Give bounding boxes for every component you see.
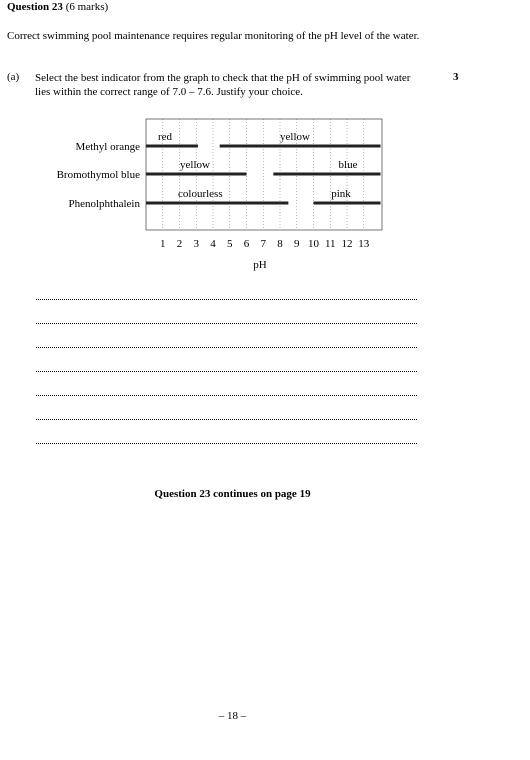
range-label: pink (331, 188, 351, 200)
question-number: Question 23 (7, 1, 63, 13)
x-axis-label: pH (253, 259, 267, 271)
range-label: yellow (280, 131, 310, 143)
question-intro: Correct swimming pool maintenance requires regular monitoring of the pH level of the water. (7, 30, 420, 42)
answer-line[interactable] (36, 371, 417, 372)
tick-label: 7 (260, 238, 266, 250)
range-label: yellow (180, 159, 210, 171)
question-marks: (6 marks) (62, 1, 109, 13)
tick-label: 12 (341, 238, 353, 250)
tick-label: 2 (176, 238, 183, 250)
indicator-name: Bromothymol blue (56, 169, 140, 181)
part-marks: 3 (453, 71, 459, 83)
tick-label: 9 (294, 238, 300, 250)
answer-line[interactable] (36, 395, 417, 396)
range-label: red (158, 131, 173, 143)
indicator-name: Methyl orange (75, 141, 140, 153)
range-label: blue (338, 159, 358, 171)
tick-label: 5 (227, 238, 233, 250)
continues-note: Question 23 continues on page 19 (154, 488, 311, 500)
tick-label: 13 (358, 238, 370, 250)
answer-line[interactable] (36, 443, 417, 444)
tick-label: 10 (308, 238, 319, 250)
tick-label: 4 (210, 238, 216, 250)
question-title (7, 1, 108, 13)
tick-label: 11 (324, 238, 336, 250)
part-text: Select the best indicator from the graph to check that the pH of swimming pool water lies within the correct range of 7.0 – 7.6. Justify your choice. (35, 72, 411, 98)
answer-line[interactable] (36, 299, 417, 300)
tick-label: 1 (160, 238, 166, 250)
answer-line[interactable] (36, 419, 417, 420)
indicator-name: Phenolphthalein (68, 198, 140, 210)
tick-label: 3 (193, 238, 199, 250)
answer-line[interactable] (36, 323, 417, 324)
answer-line[interactable] (36, 347, 417, 348)
range-label: colourless (178, 188, 223, 200)
tick-label: 6 (243, 238, 250, 250)
tick-label: 8 (277, 238, 283, 250)
page-number: – 18 – (218, 710, 247, 722)
part-label: (a) (7, 71, 20, 83)
indicator-chart (0, 112, 530, 277)
